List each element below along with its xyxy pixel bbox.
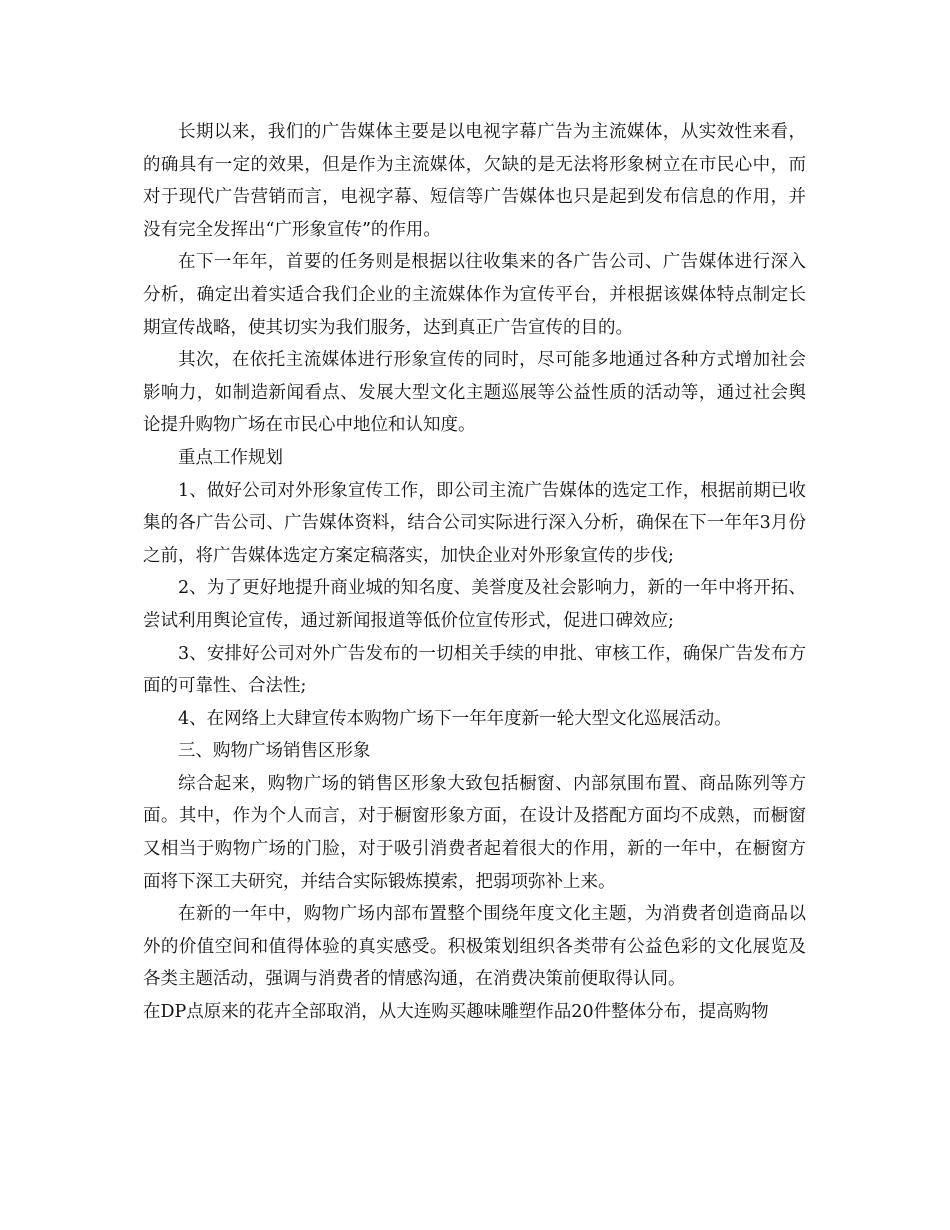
document-body xyxy=(143,116,806,1029)
paragraph-media-history: 长期以来，我们的广告媒体主要是以电视字幕广告为主流媒体，从实效性来看，的确具有一定的效果，但是作为主流媒体，欠缺的是无法将形象树立在市民心中，而对于现代广告营销而言，电视字幕、短信等广告媒体也只是起到发布信息的作用，并没有完全发挥出“广形象宣传”的作用。 xyxy=(143,122,806,240)
paragraph-next-year-task: 在下一年年，首要的任务则是根据以往收集来的各广告公司、广告媒体进行深入分析，确定出着实适合我们企业的主流媒体作为宣传平台，并根据该媒体特点制定长期宣传战略，使其切实为我们服务，达到真正广告宣传的目的。 xyxy=(143,252,806,338)
paragraph-dp-point: 在DP点原来的花卉全部取消，从大连购买趣味雕塑作品20件整体分布，提高购物 xyxy=(143,1002,769,1023)
paragraph-interior-layout: 在新的一年中，购物广场内部布置整个围绕年度文化主题，为消费者创造商品以外的价值空间和值得体验的真实感受。积极策划组织各类带有公益色彩的文化展览及各类主题活动，强调与消费者的情感沟通，在消费决策前便取得认同。 xyxy=(143,904,806,990)
list-item-2: 2、为了更好地提升商业城的知名度、美誉度及社会影响力，新的一年中将开拓、尝试利用舆论宣传，通过新闻报道等低价位宣传形式，促进口碑效应; xyxy=(143,578,806,631)
heading-sales-area-image: 三、购物广场销售区形象 xyxy=(178,741,371,762)
heading-key-work-plan: 重点工作规划 xyxy=(178,447,283,468)
paragraph-window-display: 综合起来，购物广场的销售区形象大致包括橱窗、内部氛围布置、商品陈列等方面。其中，作为个人而言，对于橱窗形象方面，在设计及搭配方面均不成熟，而橱窗又相当于购物广场的门脸，对于吸引消费者起着很大的作用，新的一年中，在橱窗方面将下深工夫研究，并结合实际锻炼摸索，把弱项弥补上来。 xyxy=(143,773,806,892)
list-item-3: 3、安排好公司对外广告发布的一切相关手续的申批、审核工作，确保广告发布方面的可靠性、合法性; xyxy=(143,643,806,697)
list-item-4: 4、在网络上大肆宣传本购物广场下一年年度新一轮大型文化巡展活动。 xyxy=(178,708,732,729)
paragraph-social-influence: 其次，在依托主流媒体进行形象宣传的同时，尽可能多地通过各种方式增加社会影响力，如制造新闻看点、发展大型文化主题巡展等公益性质的活动等，通过社会舆论提升购物广场在市民心中地位和认知度。 xyxy=(143,350,806,436)
list-item-1: 1、做好公司对外形象宣传工作，即公司主流广告媒体的选定工作，根据前期已收集的各广告公司、广告媒体资料，结合公司实际进行深入分析，确保在下一年年3月份之前，将广告媒体选定方案定稿落实，加快企业对外形象宣传的步伐; xyxy=(143,480,806,566)
